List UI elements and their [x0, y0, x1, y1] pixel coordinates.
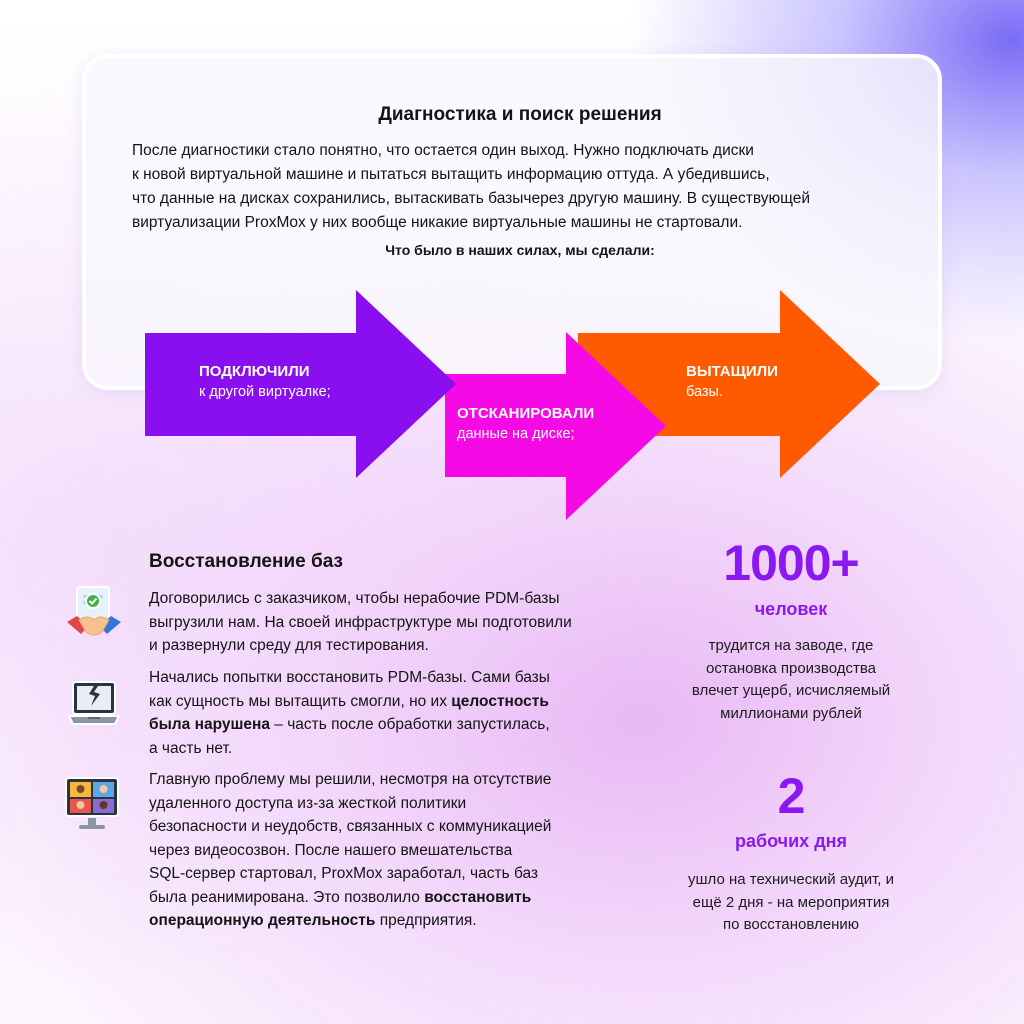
paragraph-line: Главную проблему мы решили, несмотря на отсутствие — [149, 771, 552, 788]
stat-description — [641, 869, 941, 937]
step-text: к другой виртуалке; — [199, 384, 331, 400]
text-run: предприятия. — [375, 912, 477, 929]
paragraph-line: удаленного доступа из-за жесткой политики — [149, 794, 467, 812]
paragraph-line — [149, 909, 551, 933]
diagnostics-line: виртуализации ProxMox у них вообще никакие виртуальные машины не стартовали. — [132, 214, 743, 231]
text-run: Начались попытки восстановить PDM-базы. Сами базы — [149, 669, 550, 686]
diagnostics-line: к новой виртуальной машине и пытаться вытащить информацию оттуда. А убедившись, — [132, 166, 770, 183]
paragraph-line — [149, 690, 550, 714]
paragraph-line: и развернули среду для тестирования. — [149, 637, 429, 654]
stat-unit: человек — [754, 599, 828, 619]
text-run: – часть после обработки запустилась, — [269, 716, 550, 733]
stat-desc-line: по восстановлению — [722, 916, 860, 933]
stat-desc-line: миллионами рублей — [720, 704, 862, 722]
step-heading: ОТСКАНИРОВАЛИ — [457, 405, 595, 422]
diagnostics-title: Диагностика и поиск решения — [378, 104, 662, 125]
paragraph-line — [149, 666, 550, 690]
diagnostics-subtitle: Что было в наших силах, мы сделали: — [385, 242, 655, 258]
step-label-3 — [686, 361, 778, 403]
paragraph-line — [149, 713, 550, 737]
stat-value: 1000+ — [723, 535, 859, 591]
paragraph-line — [149, 886, 551, 910]
stat-desc-line: влечет ущерб, исчисляемый — [691, 682, 891, 699]
handshake-document-icon — [64, 584, 124, 644]
paragraph-line: Договорились с заказчиком, чтобы нерабочие PDM-базы — [149, 590, 560, 607]
broken-laptop-icon — [66, 676, 122, 732]
paragraph-line: выгрузили нам. На своей инфраструктуре мы подготовили — [149, 613, 572, 631]
recovery-title: Восстановление баз — [149, 551, 343, 572]
recovery-paragraph-3 — [149, 768, 551, 933]
stat-description — [641, 635, 941, 725]
stat-unit: рабочих дня — [735, 831, 847, 851]
stat-desc-line: ушло на технический аудит, и — [687, 871, 894, 888]
bold-run: восстановить — [424, 888, 532, 906]
step-text: данные на диске; — [457, 426, 575, 442]
bold-run: операционную деятельность — [149, 912, 376, 929]
recovery-paragraph-2 — [149, 666, 550, 760]
text-run: а часть нет. — [149, 739, 233, 757]
text-run: как сущность мы вытащить смогли, но их — [149, 692, 452, 710]
stat-value: 2 — [777, 768, 805, 824]
diagnostics-line: что данные на дисках сохранились, вытаскивать базычерез другую машину. В существующей — [132, 190, 811, 207]
paragraph-line — [149, 737, 550, 761]
diagnostics-line: После диагностики стало понятно, что остается один выход. Нужно подключать диски — [132, 142, 754, 159]
stat-workdays — [641, 768, 941, 937]
paragraph-line: через видеосозвон. После нашего вмешательства — [149, 841, 513, 859]
step-text: базы. — [686, 384, 723, 400]
step-label-2 — [457, 403, 594, 445]
text-run: была реанимирована. Это позволило — [149, 888, 425, 906]
paragraph-line: безопасности и неудобств, связанных с коммуникацией — [149, 818, 552, 835]
stat-desc-line: ещё 2 дня - на мероприятия — [692, 893, 890, 911]
stat-employees — [641, 535, 941, 725]
step-heading: ВЫТАЩИЛИ — [686, 363, 778, 380]
recovery-paragraph-1 — [149, 587, 572, 658]
paragraph-line: SQL-сервер стартовал, ProxMox заработал, часть баз — [149, 865, 539, 882]
step-label-1 — [199, 361, 331, 403]
step-heading: ПОДКЛЮЧИЛИ — [199, 363, 310, 380]
bold-run: целостность — [451, 692, 549, 710]
stat-desc-line: трудится на заводе, где — [708, 637, 874, 654]
video-conference-icon — [62, 774, 122, 834]
stat-desc-line: остановка производства — [705, 659, 877, 677]
bold-run: была нарушена — [149, 716, 270, 733]
